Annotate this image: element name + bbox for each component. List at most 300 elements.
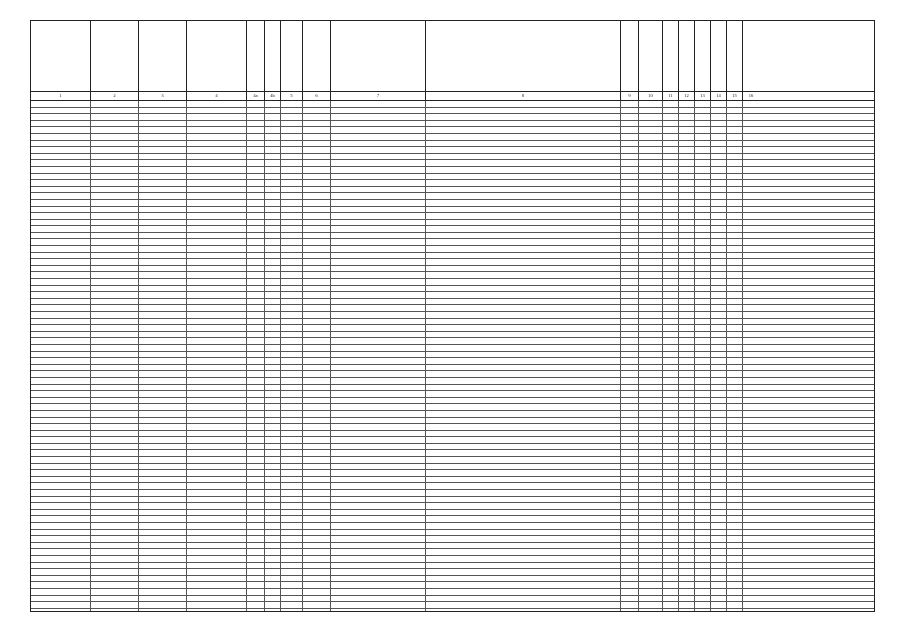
table-cell: [31, 193, 91, 199]
table-cell: [139, 246, 187, 252]
table-cell: [426, 325, 621, 331]
table-cell: [139, 200, 187, 206]
table-cell: [247, 602, 265, 608]
table-cell: [743, 483, 759, 489]
table-cell: [743, 193, 759, 199]
table-cell: [331, 464, 426, 470]
table-cell: [139, 556, 187, 562]
table-cell: [743, 563, 759, 569]
table-cell: [639, 101, 663, 107]
table-cell: [695, 325, 711, 331]
table-cell: [303, 279, 331, 285]
table-cell: [639, 114, 663, 120]
table-cell: [663, 596, 679, 602]
table-cell: [695, 457, 711, 463]
table-row: [31, 450, 874, 457]
table-cell: [303, 272, 331, 278]
table-cell: [711, 411, 727, 417]
table-cell: [679, 332, 695, 338]
table-cell: [695, 582, 711, 588]
table-cell: [679, 213, 695, 219]
table-cell: [426, 101, 621, 107]
table-cell: [303, 385, 331, 391]
table-cell: [639, 259, 663, 265]
table-cell: [303, 404, 331, 410]
table-cell: [331, 114, 426, 120]
table-cell: [265, 404, 281, 410]
table-cell: [426, 576, 621, 582]
table-cell: [139, 352, 187, 358]
table-cell: [743, 536, 759, 542]
table-cell: [621, 345, 639, 351]
table-cell: [639, 319, 663, 325]
table-cell: [91, 556, 139, 562]
table-cell: [639, 609, 663, 612]
table-cell: [663, 154, 679, 160]
table-cell: [281, 371, 303, 377]
table-cell: [743, 358, 759, 364]
table-cell: [711, 213, 727, 219]
table-cell: [247, 200, 265, 206]
column-number: 10: [639, 92, 663, 100]
table-cell: [639, 490, 663, 496]
table-row: [31, 483, 874, 490]
table-cell: [247, 345, 265, 351]
table-cell: [426, 167, 621, 173]
table-cell: [187, 470, 247, 476]
table-cell: [727, 490, 743, 496]
table-cell: [695, 141, 711, 147]
table-cell: [727, 477, 743, 483]
table-cell: [743, 431, 759, 437]
table-cell: [679, 503, 695, 509]
table-cell: [187, 437, 247, 443]
table-cell: [187, 345, 247, 351]
table-cell: [711, 404, 727, 410]
table-cell: [331, 503, 426, 509]
table-cell: [247, 543, 265, 549]
table-cell: [265, 121, 281, 127]
table-cell: [247, 576, 265, 582]
table-cell: [139, 365, 187, 371]
table-cell: [727, 464, 743, 470]
table-cell: [247, 134, 265, 140]
table-cell: [265, 325, 281, 331]
table-cell: [281, 464, 303, 470]
table-cell: [695, 121, 711, 127]
table-cell: [331, 569, 426, 575]
table-cell: [695, 213, 711, 219]
table-cell: [303, 424, 331, 430]
table-cell: [663, 305, 679, 311]
table-cell: [265, 332, 281, 338]
table-cell: [426, 536, 621, 542]
table-row: [31, 510, 874, 517]
table-cell: [265, 358, 281, 364]
table-cell: [639, 160, 663, 166]
table-cell: [187, 253, 247, 259]
table-cell: [31, 470, 91, 476]
table-cell: [639, 233, 663, 239]
table-cell: [727, 108, 743, 114]
table-cell: [727, 187, 743, 193]
table-cell: [727, 141, 743, 147]
table-cell: [247, 147, 265, 153]
table-cell: [139, 253, 187, 259]
table-cell: [265, 589, 281, 595]
table-row: [31, 516, 874, 523]
table-cell: [281, 569, 303, 575]
table-cell: [331, 365, 426, 371]
table-cell: [139, 569, 187, 575]
table-cell: [426, 385, 621, 391]
table-cell: [663, 536, 679, 542]
table-row: [31, 536, 874, 543]
table-cell: [31, 352, 91, 358]
table-cell: [426, 207, 621, 213]
table-cell: [711, 160, 727, 166]
table-cell: [187, 338, 247, 344]
table-cell: [711, 127, 727, 133]
table-cell: [281, 332, 303, 338]
table-cell: [639, 418, 663, 424]
table-cell: [679, 411, 695, 417]
table-cell: [621, 121, 639, 127]
table-cell: [281, 516, 303, 522]
table-cell: [711, 483, 727, 489]
table-cell: [247, 272, 265, 278]
table-cell: [679, 563, 695, 569]
table-cell: [91, 213, 139, 219]
table-cell: [91, 174, 139, 180]
table-cell: [247, 167, 265, 173]
table-cell: [639, 292, 663, 298]
table-cell: [711, 365, 727, 371]
table-cell: [91, 253, 139, 259]
table-cell: [621, 371, 639, 377]
table-cell: [265, 424, 281, 430]
table-cell: [139, 563, 187, 569]
table-cell: [727, 345, 743, 351]
table-cell: [695, 338, 711, 344]
table-cell: [139, 127, 187, 133]
table-cell: [727, 358, 743, 364]
table-cell: [281, 121, 303, 127]
table-cell: [91, 154, 139, 160]
table-cell: [139, 385, 187, 391]
table-cell: [187, 398, 247, 404]
table-cell: [187, 556, 247, 562]
table-cell: [711, 556, 727, 562]
table-row: [31, 246, 874, 253]
table-cell: [303, 536, 331, 542]
table-cell: [426, 338, 621, 344]
table-cell: [727, 596, 743, 602]
table-cell: [187, 516, 247, 522]
table-cell: [679, 220, 695, 226]
table-cell: [265, 312, 281, 318]
table-row: [31, 358, 874, 365]
table-cell: [727, 338, 743, 344]
table-cell: [621, 220, 639, 226]
table-cell: [711, 391, 727, 397]
table-cell: [743, 596, 759, 602]
table-cell: [727, 437, 743, 443]
table-row: [31, 286, 874, 293]
table-cell: [695, 431, 711, 437]
table-cell: [281, 259, 303, 265]
table-row: [31, 418, 874, 425]
table-cell: [91, 233, 139, 239]
table-cell: [331, 490, 426, 496]
table-cell: [679, 609, 695, 612]
table-cell: [303, 582, 331, 588]
table-cell: [303, 503, 331, 509]
table-cell: [679, 569, 695, 575]
table-cell: [639, 391, 663, 397]
table-cell: [31, 325, 91, 331]
table-cell: [303, 483, 331, 489]
table-cell: [621, 174, 639, 180]
table-cell: [743, 246, 759, 252]
table-cell: [247, 121, 265, 127]
table-cell: [91, 391, 139, 397]
table-cell: [621, 516, 639, 522]
table-cell: [663, 207, 679, 213]
table-cell: [187, 523, 247, 529]
table-row: [31, 101, 874, 108]
table-cell: [426, 174, 621, 180]
table-cell: [91, 279, 139, 285]
table-cell: [663, 246, 679, 252]
table-cell: [621, 543, 639, 549]
table-cell: [621, 464, 639, 470]
table-cell: [639, 569, 663, 575]
table-cell: [265, 378, 281, 384]
table-cell: [31, 358, 91, 364]
table-cell: [621, 154, 639, 160]
table-cell: [639, 596, 663, 602]
table-row: [31, 312, 874, 319]
table-cell: [265, 239, 281, 245]
table-cell: [281, 312, 303, 318]
table-cell: [331, 226, 426, 232]
table-cell: [621, 530, 639, 536]
table-cell: [303, 345, 331, 351]
table-cell: [639, 127, 663, 133]
table-cell: [331, 424, 426, 430]
table-cell: [695, 549, 711, 555]
table-cell: [639, 187, 663, 193]
table-cell: [679, 286, 695, 292]
table-cell: [31, 378, 91, 384]
table-cell: [727, 299, 743, 305]
table-row: [31, 444, 874, 451]
table-cell: [621, 450, 639, 456]
table-cell: [303, 174, 331, 180]
table-cell: [639, 378, 663, 384]
table-cell: [139, 207, 187, 213]
table-cell: [743, 187, 759, 193]
table-cell: [303, 101, 331, 107]
table-cell: [743, 220, 759, 226]
table-cell: [247, 292, 265, 298]
table-cell: [711, 385, 727, 391]
table-cell: [139, 470, 187, 476]
table-cell: [31, 134, 91, 140]
table-cell: [663, 200, 679, 206]
header-cell: [695, 21, 711, 91]
table-cell: [743, 319, 759, 325]
table-cell: [281, 398, 303, 404]
table-cell: [621, 596, 639, 602]
table-cell: [639, 444, 663, 450]
table-cell: [639, 332, 663, 338]
table-cell: [426, 450, 621, 456]
table-cell: [91, 404, 139, 410]
table-cell: [426, 483, 621, 489]
table-cell: [679, 253, 695, 259]
table-cell: [265, 516, 281, 522]
table-cell: [621, 279, 639, 285]
table-cell: [187, 134, 247, 140]
table-row: [31, 530, 874, 537]
table-cell: [695, 312, 711, 318]
table-cell: [31, 220, 91, 226]
table-cell: [711, 444, 727, 450]
table-row: [31, 193, 874, 200]
table-cell: [426, 147, 621, 153]
table-header: [30, 20, 875, 91]
table-cell: [621, 312, 639, 318]
table-cell: [663, 147, 679, 153]
table-cell: [265, 602, 281, 608]
table-cell: [743, 160, 759, 166]
table-cell: [247, 609, 265, 612]
table-cell: [711, 523, 727, 529]
table-cell: [331, 411, 426, 417]
table-cell: [426, 424, 621, 430]
table-cell: [695, 398, 711, 404]
table-cell: [711, 450, 727, 456]
header-cell: [727, 21, 743, 91]
table-cell: [281, 609, 303, 612]
table-cell: [679, 299, 695, 305]
table-cell: [695, 299, 711, 305]
table-cell: [727, 536, 743, 542]
table-cell: [139, 530, 187, 536]
table-cell: [663, 213, 679, 219]
table-cell: [743, 299, 759, 305]
table-cell: [247, 101, 265, 107]
table-cell: [695, 319, 711, 325]
table-cell: [711, 477, 727, 483]
table-cell: [743, 582, 759, 588]
table-cell: [426, 121, 621, 127]
table-cell: [426, 226, 621, 232]
table-cell: [621, 338, 639, 344]
table-cell: [695, 596, 711, 602]
table-cell: [31, 305, 91, 311]
table-cell: [31, 576, 91, 582]
table-cell: [695, 239, 711, 245]
table-cell: [711, 530, 727, 536]
column-number: 13: [695, 92, 711, 100]
table-cell: [31, 154, 91, 160]
table-cell: [31, 556, 91, 562]
table-cell: [331, 444, 426, 450]
table-cell: [91, 352, 139, 358]
table-cell: [679, 352, 695, 358]
table-cell: [247, 108, 265, 114]
table-cell: [265, 345, 281, 351]
table-cell: [281, 470, 303, 476]
table-cell: [91, 167, 139, 173]
table-cell: [621, 134, 639, 140]
table-cell: [426, 563, 621, 569]
table-cell: [639, 272, 663, 278]
table-cell: [679, 174, 695, 180]
table-cell: [695, 477, 711, 483]
table-cell: [679, 114, 695, 120]
table-cell: [187, 246, 247, 252]
table-cell: [743, 312, 759, 318]
table-cell: [139, 213, 187, 219]
table-cell: [303, 510, 331, 516]
table-cell: [281, 378, 303, 384]
table-cell: [187, 365, 247, 371]
table-cell: [426, 398, 621, 404]
table-cell: [426, 371, 621, 377]
table-cell: [281, 358, 303, 364]
table-cell: [187, 121, 247, 127]
table-cell: [331, 345, 426, 351]
table-cell: [187, 483, 247, 489]
table-cell: [247, 536, 265, 542]
table-cell: [679, 523, 695, 529]
table-cell: [727, 352, 743, 358]
table-cell: [695, 253, 711, 259]
table-cell: [621, 319, 639, 325]
table-cell: [679, 404, 695, 410]
table-cell: [727, 365, 743, 371]
table-cell: [743, 411, 759, 417]
table-cell: [331, 332, 426, 338]
table-cell: [331, 167, 426, 173]
table-cell: [91, 371, 139, 377]
column-number: 12: [679, 92, 695, 100]
table-row: [31, 609, 874, 612]
table-cell: [663, 121, 679, 127]
table-cell: [743, 266, 759, 272]
table-cell: [621, 299, 639, 305]
table-cell: [679, 358, 695, 364]
table-cell: [743, 549, 759, 555]
table-cell: [265, 147, 281, 153]
table-cell: [31, 490, 91, 496]
table-cell: [695, 411, 711, 417]
table-cell: [247, 589, 265, 595]
table-cell: [695, 470, 711, 476]
table-cell: [247, 266, 265, 272]
table-cell: [743, 200, 759, 206]
table-cell: [426, 365, 621, 371]
table-cell: [743, 167, 759, 173]
table-cell: [303, 114, 331, 120]
table-cell: [711, 338, 727, 344]
table-row: [31, 292, 874, 299]
table-cell: [621, 147, 639, 153]
